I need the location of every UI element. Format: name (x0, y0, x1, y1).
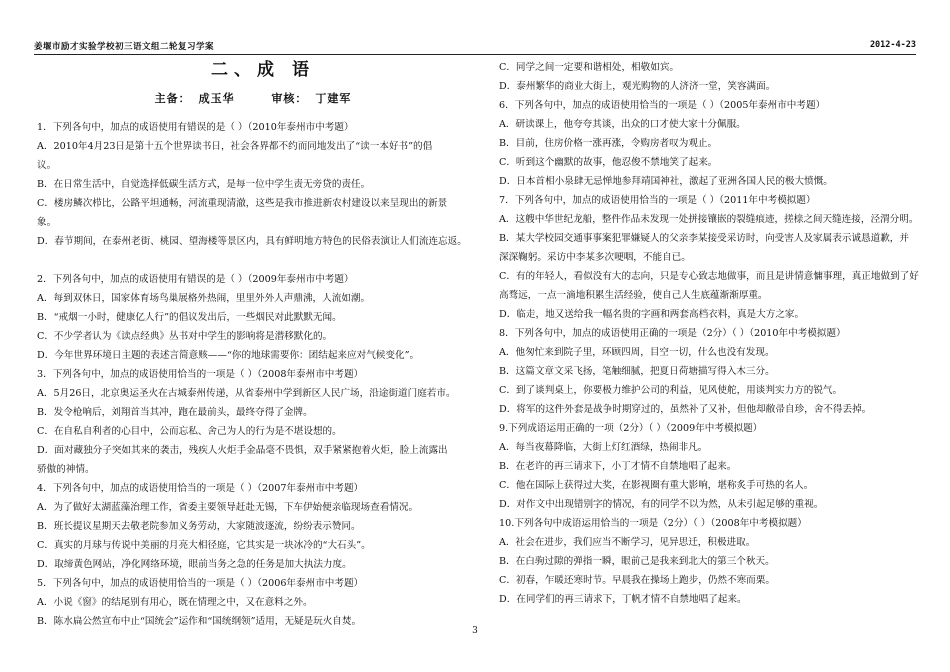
text-line: A．每当夜幕降临，大街上灯红酒绿，热闹非凡。 (499, 442, 708, 453)
text-line: B．在日常生活中，自觉选择低碳生活方式，是每一位中学生责无旁贷的责任。 (37, 179, 371, 190)
authors-line (37, 88, 469, 110)
text-line: C．真实的月球与传说中美丽的月亮大相径庭，它其实是一块冰冷的“大石头”。 (37, 540, 371, 551)
header-rule (34, 54, 916, 55)
text-line: B．陈水扁公然宣布中止“国统会”运作和“国统纲领”适用，无疑是玩火自焚。 (37, 616, 362, 627)
text-line: C．有的年轻人，看似没有大的志向，只是专心致志地做事，而且是讲情意慵事理，真正地做到了好 (499, 271, 919, 282)
text-line: 6．下列各句中，加点的成语使用恰当的一项是（ ）（2005年泰州市中考题） (499, 100, 826, 111)
text-line: A．2010年4月23日是第十五个世界读书日，社会各界都不约而同地发出了“读一本好书”的倡 (37, 141, 433, 152)
text-line: A．研读课上，他夸夸其谈，出众的口才使大家十分佩服。 (499, 119, 746, 130)
text-line: D．春节期间，在泰州老街、桃园、望海楼等景区内，具有鲜明地方特色的民俗表演让人们流连忘返。 (37, 236, 467, 247)
section-title: 二、成 语 (211, 60, 315, 80)
text-line: D．取缔黄色网站，净化网络环境，眼前当务之急的任务是加大执法力度。 (37, 559, 352, 570)
text-line: A．他匆忙来到院子里，环顾四周，目空一切，什么也没有发现。 (499, 347, 775, 358)
text-line: D．日本首相小泉肆无忌惮地参拜靖国神社，激起了亚洲各国人民的极大愤慨。 (499, 176, 833, 187)
text-line: C．同学之间一定要和谐相处，相敬如宾。 (499, 62, 680, 73)
left-questions (37, 118, 469, 631)
text-line: A．小说《窗》的结尾别有用心，既在情理之中，又在意料之外。 (37, 597, 313, 608)
text-line: C．楼房鳞次栉比，公路平坦通畅，河流重现清澈，这些是我市推进新农村建设以来呈现出的新景 (37, 198, 448, 209)
text-line: A．社会在进步，我们应当不断学习，见异思迁，积极进取。 (499, 537, 756, 548)
blank-line (37, 251, 469, 270)
text-line: 深深鞠躬。采访中李某多次哽咽，不能自已。 (499, 252, 691, 263)
main-author: 成玉华 (198, 92, 235, 105)
text-line: 8．下列各句中，加点的成语使用正确的一项是（2分）（ ）（2010年中考模拟题） (499, 328, 846, 339)
text-line: 象。 (37, 217, 57, 228)
text-line: 1．下列各句中，加点的成语使用有错误的是（ ）（2010年泰州市中考题） (37, 122, 354, 133)
text-line: B．在老许的再三请求下，小丁才情不自禁地唱了起来。 (499, 461, 737, 472)
text-line: A．5月26日，北京奥运圣火在古城泰州传递，从省泰州中学到新区人民广场，沿途街道门庭若市。 (37, 388, 456, 399)
text-line: 7．下列各句中，加点的成语使用恰当的一项是（ ）（2011年中考模拟题） (499, 195, 816, 206)
text-line: 2．下列各句中，加点的成语使用有错误的是（ ）（2009年泰州市中考题） (37, 274, 354, 285)
text-line: D．今年世界环境日主题的表述言简意赅——“你的地球需要你：团结起来应对气候变化”。 (37, 350, 420, 361)
text-line: B．班长提议星期天去敬老院参加义务劳动，大家随波逐流，纷纷表示赞同。 (37, 521, 361, 532)
text-line: D．泰州繁华的商业大街上，观光购物的人济济一堂，笑容满面。 (499, 81, 776, 92)
text-line: B．在白驹过隙的弹指一瞬，眼前己是我来到北大的第三个秋天。 (499, 556, 775, 567)
text-line: 4．下列各句中，加点的成语使用恰当的一项是（ ）（2007年泰州市中考题） (37, 483, 364, 494)
text-line: 高骛远，一点一滴地积累生活经验，使自己人生底蕴渐渐厚重。 (499, 290, 768, 301)
page-number: 3 (472, 626, 478, 636)
text-line: A．每到双休日，国家体育场鸟巢展格外热闹，里里外外人声鼎沸，人流如潮。 (37, 293, 371, 304)
reviewer: 丁建军 (315, 92, 352, 105)
text-line: D．在同学们的再三请求下，丁帆才情不自禁地唱了起来。 (499, 594, 747, 605)
text-line: C．听到这个幽默的故事，他忍俊不禁地笑了起来。 (499, 157, 718, 168)
school-name: 姜堰市励才实验学校初三语文组二轮复习学案 (34, 42, 215, 52)
text-line: C．在自私自利者的心目中，公而忘私、舍己为人的行为是不堪设想的。 (37, 426, 342, 437)
text-line: B．某大学校园交通事事案犯罪嫌疑人的父亲李某接受采访时，向受害人及家属表示诚恳道歉，并 (499, 233, 909, 244)
text-line: 9.下列成语运用正确的一项（2分）（ ）（2009年中考模拟题） (499, 423, 763, 434)
text-line: D．将军的这件外套是战争时期穿过的，虽然补了又补，但他却敝帚自珍，舍不得丢掉。 (499, 404, 872, 415)
text-line: C．到了谈判桌上，你要极力维护公司的利益，见风使舵，用谈判实力方的锐气。 (499, 385, 843, 396)
right-column (499, 58, 919, 609)
text-line: 骄傲的神情。 (37, 464, 95, 475)
text-line: 3．下列各句中，加点的成语使用恰当的一项是（ ）（2008年泰州市中考题） (37, 369, 364, 380)
text-line: 5．下列各句中，加点的成语使用恰当的一项是（ ）（2006年泰州市中考题） (37, 578, 364, 589)
text-line: C．不少学者认为《读点经典》丛书对中学生的影响将是潜移默化的。 (37, 331, 333, 342)
text-line: A．为了做好太湖蓝藻治理工作，省委主要领导赶赴无锡，下车伊始便亲临现场查看情况。 (37, 502, 419, 513)
text-line: A．这艘中华世纪龙船，整件作品未发现一处拼接镶嵌的裂缝痕迹，搓榇之间天缝连接，泾渭分明。 (499, 214, 919, 225)
text-line: C．他在国际上获得过大奖，在影视圈有重大影响，堪称炙手可热的名人。 (499, 480, 814, 491)
text-line: D．对作文中出现错别字的情况，有的同学不以为然，从未引起足够的重视。 (499, 499, 824, 510)
page-header (34, 40, 916, 54)
text-line: 议。 (37, 160, 57, 171)
text-line: D．临走，地又送给我一幅名贵的字画和两套高档衣料，真是大方之家。 (499, 309, 805, 320)
main-author-label: 主备： (154, 92, 191, 105)
header-date: 2012-4-23 (869, 40, 916, 50)
text-line: B．发令枪响后，刘翔首当其冲，跑在最前头，最终夺得了金牌。 (37, 407, 313, 418)
text-line: D．面对藏独分子突如其来的袭击，残疾人火炬手金晶毫不畏惧，双手紧紧抱着火炬，脸上流露出 (37, 445, 448, 456)
text-line: B．目前，住房价格一涨再涨，令购房者叹为观止。 (499, 138, 718, 149)
text-line: B．“戒烟一小时，健康亿人行”的倡议发出后，一些烟民对此默默无闻。 (37, 312, 342, 323)
text-line: 10.下列各句中成语运用恰当的一项是（2分）（ ）（2008年中考模拟题） (499, 518, 807, 529)
text-line: B．这篇文章文采飞扬，笔触细腻，把夏日荷塘描写得入木三分。 (499, 366, 775, 377)
text-line: C．初春，乍暖还寒时节。早晨我在操场上跑步，仍然不寒而栗。 (499, 575, 775, 586)
reviewer-label: 审核： (271, 92, 308, 105)
left-column (37, 58, 469, 631)
right-questions (499, 58, 919, 609)
